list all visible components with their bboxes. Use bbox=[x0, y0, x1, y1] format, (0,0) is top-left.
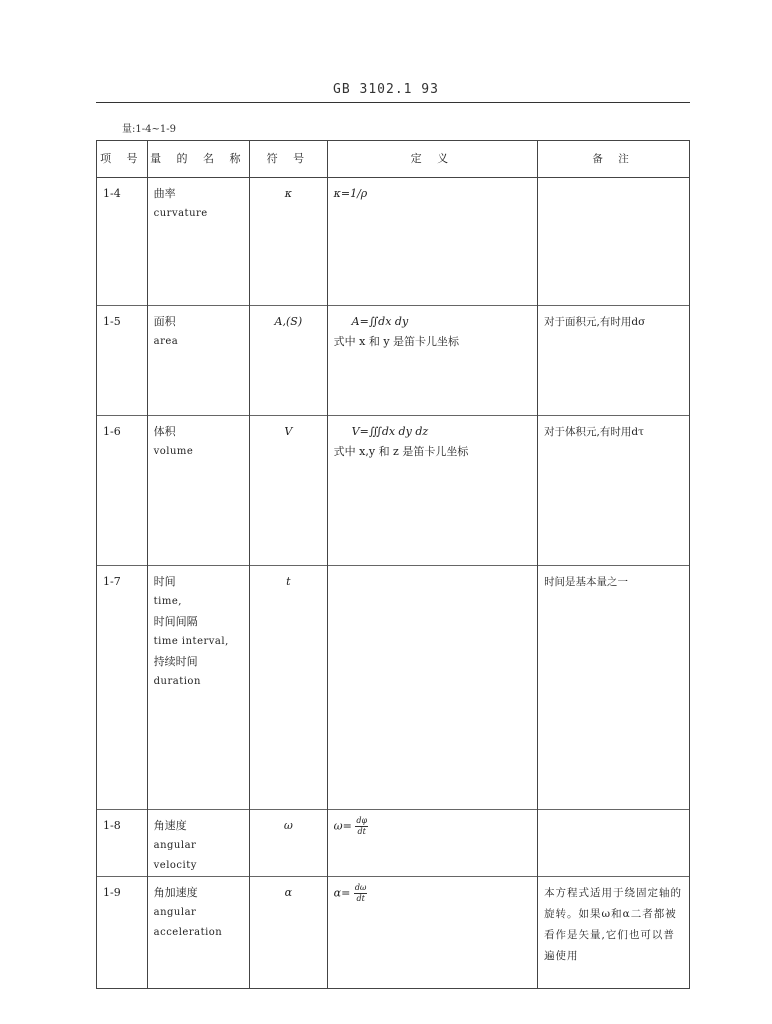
symbol: A,(S) bbox=[250, 306, 328, 416]
name-zh: 面积 bbox=[153, 315, 176, 328]
definition bbox=[327, 178, 537, 306]
name-en: time, bbox=[153, 596, 182, 607]
fraction-numerator: dφ bbox=[356, 816, 368, 825]
definition-text: 式中 x 和 y 是笛卡儿坐标 bbox=[333, 335, 460, 348]
table-row bbox=[97, 178, 690, 306]
definition bbox=[327, 810, 537, 877]
table-row bbox=[97, 810, 690, 877]
name-en-2: acceleration bbox=[153, 927, 223, 938]
name-en: angular velocity bbox=[153, 840, 197, 871]
symbol: ω bbox=[250, 810, 328, 877]
name-zh-3: 持续时间 bbox=[153, 655, 198, 668]
remarks: 时间是基本量之一 bbox=[538, 566, 690, 810]
name-en-3: duration bbox=[153, 676, 201, 687]
name-en-2: time interval, bbox=[153, 636, 229, 647]
col-header-item-no: 项 号 bbox=[97, 141, 148, 178]
fraction-numerator: dω bbox=[354, 883, 367, 892]
definition-formula: V=∭dx dy dz bbox=[351, 425, 429, 438]
col-header-symbol: 符 号 bbox=[250, 141, 328, 178]
definition-formula: A=∬dx dy bbox=[351, 315, 409, 328]
table-caption: 量:1-4~1-9 bbox=[122, 124, 176, 135]
item-no: 1-7 bbox=[97, 566, 148, 810]
derivative-fraction bbox=[355, 816, 368, 837]
symbol: α bbox=[250, 877, 328, 989]
quantity-name bbox=[147, 416, 249, 566]
name-en: volume bbox=[153, 446, 194, 457]
name-zh: 角速度 bbox=[153, 819, 187, 832]
quantity-name bbox=[147, 306, 249, 416]
fraction-denominator: dt bbox=[356, 894, 365, 903]
derivative-fraction bbox=[354, 883, 368, 904]
symbol: t bbox=[250, 566, 328, 810]
formula-lhs: α= bbox=[333, 886, 351, 900]
definition bbox=[327, 306, 537, 416]
item-no: 1-5 bbox=[97, 306, 148, 416]
standard-number: GB 3102.1 93 bbox=[333, 82, 439, 97]
definition-formula: κ=1/ρ bbox=[333, 187, 368, 200]
remarks: 本方程式适用于绕固定轴的旋转。如果ω和α二者都被看作是矢量,它们也可以普遍使用 bbox=[538, 877, 690, 989]
item-no: 1-4 bbox=[97, 178, 148, 306]
name-zh-2: 时间间隔 bbox=[153, 615, 198, 628]
name-zh: 时间 bbox=[153, 575, 176, 588]
name-zh: 曲率 bbox=[153, 187, 176, 200]
name-en: area bbox=[153, 336, 179, 347]
header-rule bbox=[96, 102, 690, 103]
col-header-remarks: 备 注 bbox=[538, 141, 690, 178]
item-no: 1-6 bbox=[97, 416, 148, 566]
fraction-denominator: dt bbox=[357, 827, 366, 836]
remarks bbox=[538, 178, 690, 306]
col-header-definition: 定 义 bbox=[327, 141, 537, 178]
table-row bbox=[97, 566, 690, 810]
formula-lhs: ω= bbox=[333, 819, 352, 833]
quantity-name bbox=[147, 178, 249, 306]
name-zh: 角加速度 bbox=[153, 886, 198, 899]
item-no: 1-9 bbox=[97, 877, 148, 989]
quantity-name bbox=[147, 810, 249, 877]
definition bbox=[327, 566, 537, 810]
definition-text: 式中 x,y 和 z 是笛卡儿坐标 bbox=[333, 445, 469, 458]
symbol: V bbox=[250, 416, 328, 566]
table-row bbox=[97, 877, 690, 989]
quantity-name bbox=[147, 566, 249, 810]
table-row bbox=[97, 416, 690, 566]
quantity-name bbox=[147, 877, 249, 989]
name-zh: 体积 bbox=[153, 425, 176, 438]
name-en: angular bbox=[153, 907, 197, 918]
definition bbox=[327, 877, 537, 989]
table-row bbox=[97, 306, 690, 416]
item-no: 1-8 bbox=[97, 810, 148, 877]
col-header-name: 量 的 名 称 bbox=[147, 141, 249, 178]
remarks bbox=[538, 810, 690, 877]
table-header-row bbox=[97, 141, 690, 178]
name-en: curvature bbox=[153, 208, 208, 219]
symbol: κ bbox=[250, 178, 328, 306]
remarks: 对于体积元,有时用dτ bbox=[538, 416, 690, 566]
quantities-table bbox=[96, 140, 690, 989]
definition bbox=[327, 416, 537, 566]
remarks: 对于面积元,有时用dσ bbox=[538, 306, 690, 416]
